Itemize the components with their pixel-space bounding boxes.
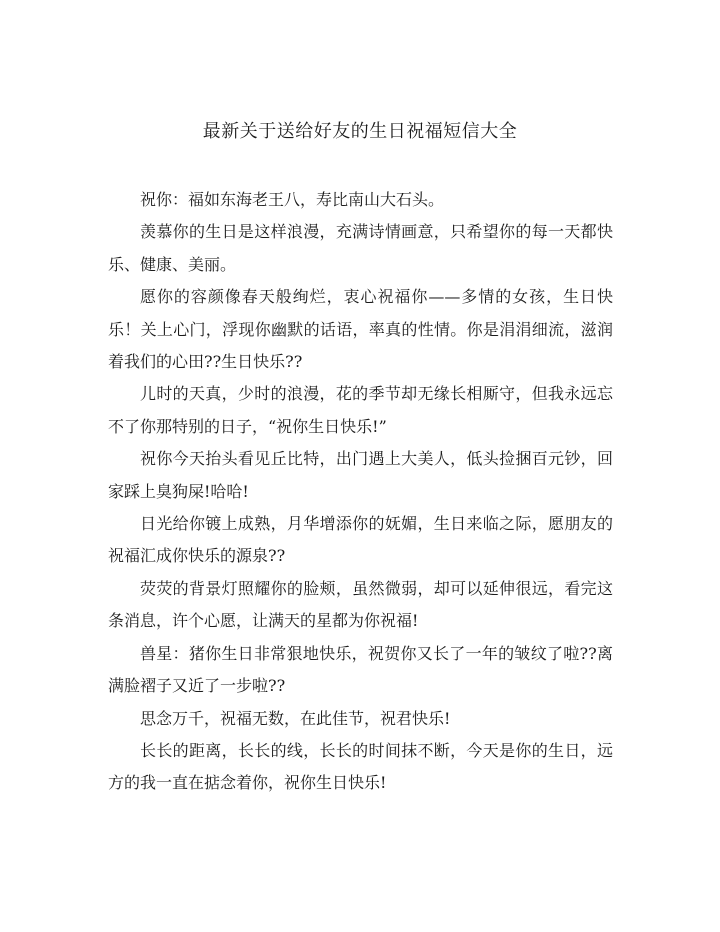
paragraph-10: 长长的距离，长长的线，长长的时间抹不断，今天是你的生日，远方的我一直在掂念着你，祝你生日快乐! [108, 740, 613, 793]
paragraph-7: 荧荧的背景灯照耀你的脸颊，虽然微弱，却可以延伸很远，看完这条消息，许个心愿，让满天的星都为你祝福! [108, 578, 613, 631]
paragraph-6: 日光给你镀上成熟，月华增添你的妩媚，生日来临之际，愿朋友的祝福汇成你快乐的源泉?? [108, 514, 613, 566]
paragraph-1: 祝你：福如东海老王八，寿比南山大石头。 [140, 190, 445, 209]
paragraph-9: 思念万千，祝福无数，在此佳节，祝君快乐! [140, 708, 451, 728]
paragraph-3: 愿你的容颜像春天般绚烂，衷心祝福你——多情的女孩，生日快乐！关上心门，浮现你幽默的话语，率真的性情。你是涓涓细流，滋润着我们的心田??生日快乐?? [108, 287, 613, 372]
document-title: 最新关于送给好友的生日祝福短信大全 [202, 121, 518, 142]
paragraph-4: 儿时的天真，少时的浪漫，花的季节却无缘长相厮守，但我永远忘不了你那特别的日子，“祝你生日快乐!” [108, 384, 613, 436]
paragraph-8: 兽星：猪你生日非常狠地快乐，祝贺你又长了一年的皱纹了啦??离满脸褶子又近了一步啦?? [108, 643, 613, 696]
paragraph-5: 祝你今天抬头看见丘比特，出门遇上大美人，低头捡捆百元钞，回家踩上臭狗屎!哈哈! [108, 449, 613, 501]
paragraph-2: 羡慕你的生日是这样浪漫，充满诗情画意，只希望你的每一天都快乐、健康、美丽。 [108, 222, 613, 274]
document-body [108, 184, 613, 800]
